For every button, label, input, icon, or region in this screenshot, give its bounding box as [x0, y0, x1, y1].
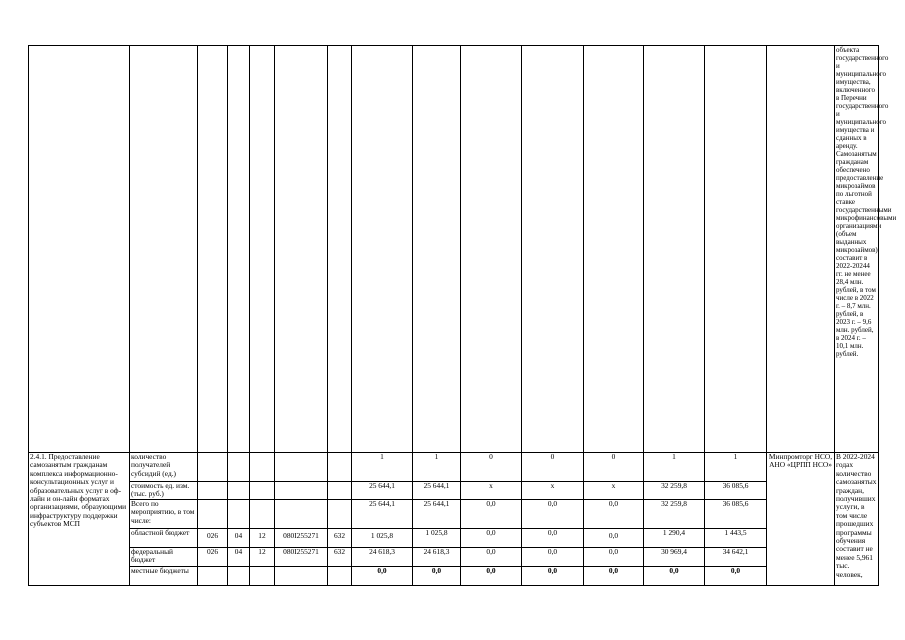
value-cell: 0,0	[584, 566, 644, 585]
budget-code-pr: 12	[250, 547, 275, 566]
value-cell: 0,0	[584, 547, 644, 566]
budget-code-rz	[228, 566, 250, 585]
value-cell: 1	[705, 453, 767, 482]
value-cell: 0,0	[413, 566, 461, 585]
table-row	[29, 547, 879, 566]
executor: Минпромторг НСО, АНО «ЦРПП НСО»	[767, 453, 835, 586]
table-row	[29, 482, 879, 500]
value-cell: 36 085,6	[705, 499, 767, 528]
value-cell: 0,0	[461, 566, 522, 585]
value-cell: 0,0	[461, 528, 522, 547]
indicator-label: Всего по мероприятию, в том числе:	[130, 499, 198, 528]
budget-code-csr	[275, 566, 328, 585]
budget-code-csr: 080I255271	[275, 547, 328, 566]
value-cell: x	[584, 482, 644, 500]
value-cell: 32 259,8	[644, 482, 705, 500]
budget-code-csr	[275, 482, 328, 500]
value-cell: 0	[522, 453, 584, 482]
value-cell: 36 085,6	[705, 482, 767, 500]
value-cell: 0,0	[644, 566, 705, 585]
value-cell: 0,0	[584, 528, 644, 547]
expected-result: В 2022-2024 годах количество самозанятых граждан, получивших услуги, в том числе прошедших программы обучения составит не менее 5,961 тыс. человек,	[835, 453, 879, 586]
budget-code-grbs: 026	[198, 547, 228, 566]
budget-code-rz	[228, 499, 250, 528]
value-cell: 0,0	[522, 547, 584, 566]
value-cell: 34 642,1	[705, 547, 767, 566]
budget-code-vr	[328, 453, 352, 482]
value-cell: 25 644,1	[413, 499, 461, 528]
value-cell: 24 618,3	[413, 547, 461, 566]
value-cell: 25 644,1	[352, 499, 413, 528]
budget-code-pr	[250, 453, 275, 482]
budget-code-grbs	[198, 499, 228, 528]
value-cell: 1	[644, 453, 705, 482]
value-cell: x	[461, 482, 522, 500]
budget-code-grbs	[198, 482, 228, 500]
value-cell: 30 969,4	[644, 547, 705, 566]
budget-code-pr	[250, 482, 275, 500]
budget-code-grbs	[198, 453, 228, 482]
value-cell: 0	[584, 453, 644, 482]
value-cell: x	[522, 482, 584, 500]
value-cell: 0,0	[705, 566, 767, 585]
value-cell: 32 259,8	[644, 499, 705, 528]
budget-code-vr: 632	[328, 547, 352, 566]
indicator-label: стоимость ед. изм. (тыс. руб.)	[130, 482, 198, 500]
budget-code-grbs: 026	[198, 528, 228, 547]
value-cell: 1 025,8	[352, 528, 413, 547]
measure-name: 2.4.1. Предоставление самозанятым гражданам комплекса информационно-консультационных услуг и образовательных услуг в оф-лайн и он-лайн форматах организациями, образующими инфраструктуру поддержки субъектов МСП	[29, 453, 130, 586]
budget-code-rz: 04	[228, 528, 250, 547]
value-cell: 1	[352, 453, 413, 482]
value-cell: 0,0	[461, 547, 522, 566]
value-cell: 1 290,4	[644, 528, 705, 547]
budget-code-rz: 04	[228, 547, 250, 566]
value-cell: 0,0	[522, 566, 584, 585]
value-cell: 1 443,5	[705, 528, 767, 547]
value-cell: 0,0	[352, 566, 413, 585]
value-cell: 25 644,1	[413, 482, 461, 500]
budget-code-csr: 080I255271	[275, 528, 328, 547]
indicator-label: количество получателей субсидий (ед.)	[130, 453, 198, 482]
value-cell: 1	[413, 453, 461, 482]
value-cell: 0,0	[584, 499, 644, 528]
value-cell: 1 025,8	[413, 528, 461, 547]
indicator-label: местные бюджеты	[130, 566, 198, 585]
value-cell: 25 644,1	[352, 482, 413, 500]
value-cell: 0	[461, 453, 522, 482]
budget-code-pr	[250, 499, 275, 528]
expected-result-continued: объекта государственного и муниципального имущества, включенного в Перечни государственного и муниципального имущества и сданных в аренду. Самозанятым гражданам обеспечено предоставление микрозаймов по льготной ставке государственными микрофинансовыми организациями (объем выданных микрозаймов) составит в 2022-20244 гг. не менее 28,4 млн. рублей, в том числе в 2022 г. – 8,7 млн. рублей, в 2023 г. – 9,6 млн. рублей, в 2024 г. – 10,1 млн. рублей.	[835, 46, 879, 453]
table-row	[29, 453, 879, 482]
budget-code-vr	[328, 482, 352, 500]
budget-code-vr	[328, 566, 352, 585]
table-row	[29, 528, 879, 547]
table-row	[29, 566, 879, 585]
budget-code-grbs	[198, 566, 228, 585]
budget-code-pr	[250, 566, 275, 585]
indicator-label: областной бюджет	[130, 528, 198, 547]
budget-code-rz	[228, 453, 250, 482]
value-cell: 0,0	[522, 499, 584, 528]
budget-code-pr: 12	[250, 528, 275, 547]
budget-code-csr	[275, 499, 328, 528]
budget-code-csr	[275, 453, 328, 482]
budget-code-vr: 632	[328, 528, 352, 547]
continuation-row	[29, 46, 879, 453]
indicator-label: федеральный бюджет	[130, 547, 198, 566]
table-row	[29, 499, 879, 528]
budget-code-vr	[328, 499, 352, 528]
value-cell: 24 618,3	[352, 547, 413, 566]
budget-code-rz	[228, 482, 250, 500]
value-cell: 0,0	[522, 528, 584, 547]
budget-table	[28, 45, 897, 586]
value-cell: 0,0	[461, 499, 522, 528]
